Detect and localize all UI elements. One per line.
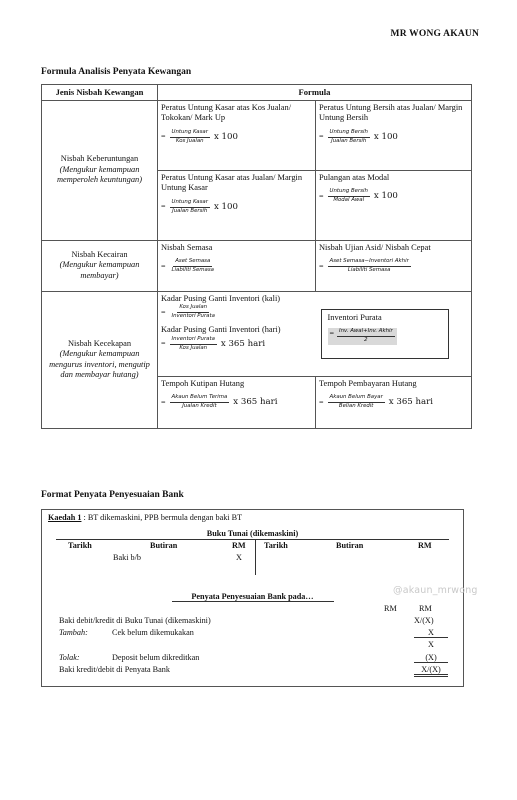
denominator: Liabiliti Semasa: [171, 267, 214, 274]
denominator: Jualan Bersih: [172, 207, 208, 214]
numerator: Kos Jualan: [177, 305, 209, 313]
col-tarikh: Tarikh: [68, 541, 92, 550]
multiplier: x 365 hari: [220, 338, 266, 349]
formula-cell: [158, 376, 316, 428]
row-text: Baki debit/kredit di Buku Tunai (dikemaskini): [59, 616, 211, 625]
ppb-row-text: Deposit belum dikreditkan: [112, 653, 200, 662]
formula-cell: [316, 100, 472, 170]
equals-sign: =: [319, 261, 324, 271]
divider: [255, 539, 256, 575]
formula-title: Nisbah Ujian Asid/ Nisbah Cepat: [319, 242, 431, 252]
multiplier: x 365 hari: [233, 397, 278, 408]
fraction: [161, 395, 278, 410]
formula-title: Kadar Pusing Ganti Inventori (hari): [161, 325, 281, 335]
fraction: [319, 395, 433, 410]
formula-cell: [158, 100, 316, 170]
kaedah-text: : BT dikemaskini, PPB bermula dengan baki BT: [83, 513, 243, 522]
fraction: [161, 259, 216, 274]
bt-row-desc: Baki b/b: [113, 553, 141, 562]
divider: [56, 539, 449, 540]
formula-cell: [158, 170, 316, 240]
header-formula: Formula: [158, 85, 472, 101]
equals-sign: =: [319, 191, 324, 201]
kind-keberuntungan: [42, 100, 158, 240]
ppb-title: Penyata Penyesuaian Bank pada…: [191, 592, 314, 601]
formula-cell: [158, 291, 316, 376]
ppb-row-value: X: [414, 628, 448, 638]
ppb-row-value: X/(X): [414, 665, 448, 677]
rm-col-1: RM: [384, 604, 397, 613]
equals-sign: =: [319, 397, 324, 407]
equals-sign: =: [161, 261, 166, 271]
numerator: Aset Semasa−Inventori Akhir: [328, 259, 411, 267]
equals-sign: =: [319, 132, 324, 142]
equals-sign: =: [161, 132, 166, 142]
rm-col-2: RM: [419, 604, 432, 613]
ppb-row-text: Baki kredit/debit di Penyata Bank: [59, 665, 170, 674]
equals-sign: =: [329, 329, 335, 339]
numerator: Akaun Belum Bayar: [328, 395, 385, 403]
multiplier: x 100: [213, 201, 238, 212]
col-butiran: Butiran: [150, 541, 178, 550]
multiplier: x 100: [373, 191, 398, 202]
section-title-bank: Format Penyata Penyesuaian Bank: [41, 490, 184, 500]
denominator: Inventori Purata: [171, 313, 215, 320]
numerator: Untung Bersih: [328, 189, 370, 197]
ppb-row-label: Tambah:: [59, 628, 88, 637]
formula-title: Kadar Pusing Ganti Inventori (kali): [161, 293, 281, 303]
buku-tunai-title: Buku Tunai (dikemaskini): [206, 529, 299, 538]
bt-row-value: X: [236, 553, 242, 562]
numerator: Inventori Purata: [170, 337, 217, 345]
divider: [172, 601, 334, 602]
numerator: Inv. Awal+Inv. Akhir: [337, 329, 395, 337]
inventori-purata-box: [321, 309, 449, 359]
kind-desc: (Mengukur kemampuan membayar): [59, 260, 140, 280]
formula-cell: [316, 291, 472, 376]
kind-desc: (Mengukur kemampuan mengurus inventori, mengutip dan membayar hutang): [49, 349, 150, 380]
denominator: Kos Jualan: [179, 344, 208, 351]
box-title: Inventori Purata: [327, 312, 382, 322]
ppb-row-value: X/(X): [414, 616, 434, 625]
brand-header: MR WONG AKAUN: [390, 29, 479, 39]
kind-name: Nisbah Kecairan: [71, 249, 128, 259]
col-rm: RM: [418, 541, 432, 550]
formula-title: Tempoh Kutipan Hutang: [161, 378, 245, 388]
ppb-row-value: X: [428, 640, 434, 649]
kind-name: Nisbah Kecekapan: [67, 338, 132, 348]
formula-title: Peratus Untung Kasar atas Kos Jualan/ Tokokan/ Mark Up: [161, 102, 292, 123]
formula-cell: [316, 240, 472, 291]
denominator: Kos Jualan: [175, 137, 204, 144]
kind-kecekapan: [42, 291, 158, 428]
multiplier: x 100: [373, 131, 398, 142]
numerator: Untung Kasar: [170, 200, 210, 208]
equals-sign: =: [161, 202, 166, 212]
fraction: [161, 130, 238, 145]
numerator: Akaun Belum Terima: [170, 395, 230, 403]
denominator: Belian Kredit: [338, 403, 374, 410]
denominator: Liabiliti Semasa: [347, 267, 391, 274]
ppb-row-text: Cek belum dikemukakan: [112, 628, 194, 637]
formula-title: Pulangan atas Modal: [319, 172, 390, 182]
multiplier: x 100: [213, 131, 238, 142]
equals-sign: =: [161, 307, 166, 317]
ppb-row-value: (X): [414, 653, 448, 663]
fraction: [161, 337, 265, 352]
col-butiran: Butiran: [336, 541, 364, 550]
kaedah-label: Kaedah 1: [48, 513, 82, 522]
fraction: [161, 200, 238, 215]
formula-table: [41, 84, 472, 429]
fraction: [319, 189, 398, 204]
fraction: [328, 328, 397, 345]
header-kind: Jenis Nisbah Kewangan: [42, 85, 158, 101]
watermark: @akaun_mrwong: [393, 585, 478, 596]
fraction: [319, 130, 398, 145]
denominator: 2: [364, 337, 368, 344]
fraction: [319, 259, 411, 274]
kind-desc: (Mengukur kemampuan memperoleh keuntungan): [56, 164, 143, 185]
numerator: Untung Bersih: [328, 130, 370, 138]
numerator: Aset Semasa: [173, 259, 212, 267]
formula-cell: [316, 376, 472, 428]
kind-name: Nisbah Keberuntungan: [60, 154, 139, 164]
denominator: Modal Awal: [333, 197, 365, 204]
ppb-row-text: [59, 616, 211, 625]
formula-title: Peratus Untung Kasar atas Jualan/ Margin Untung Kasar: [161, 172, 303, 193]
fraction: [161, 305, 217, 320]
kaedah-line: [48, 513, 242, 522]
ppb-row-label: Tolak:: [59, 653, 80, 662]
formula-cell: [158, 240, 316, 291]
col-rm: RM: [232, 541, 246, 550]
formula-title: Peratus Untung Bersih atas Jualan/ Margin Untung Bersih: [319, 102, 463, 123]
numerator: Untung Kasar: [170, 130, 210, 138]
formula-title: Nisbah Semasa: [161, 242, 213, 252]
denominator: Jualan Kredit: [182, 403, 217, 410]
kind-kecairan: [42, 240, 158, 291]
bank-format-box: [41, 509, 464, 687]
section-title-formula: Formula Analisis Penyata Kewangan: [41, 67, 192, 77]
equals-sign: =: [161, 339, 166, 349]
equals-sign: =: [161, 397, 166, 407]
formula-cell: [316, 170, 472, 240]
denominator: Jualan Bersih: [331, 137, 367, 144]
formula-title: Tempoh Pembayaran Hutang: [319, 378, 417, 388]
col-tarikh: Tarikh: [264, 541, 288, 550]
multiplier: x 365 hari: [388, 397, 434, 408]
